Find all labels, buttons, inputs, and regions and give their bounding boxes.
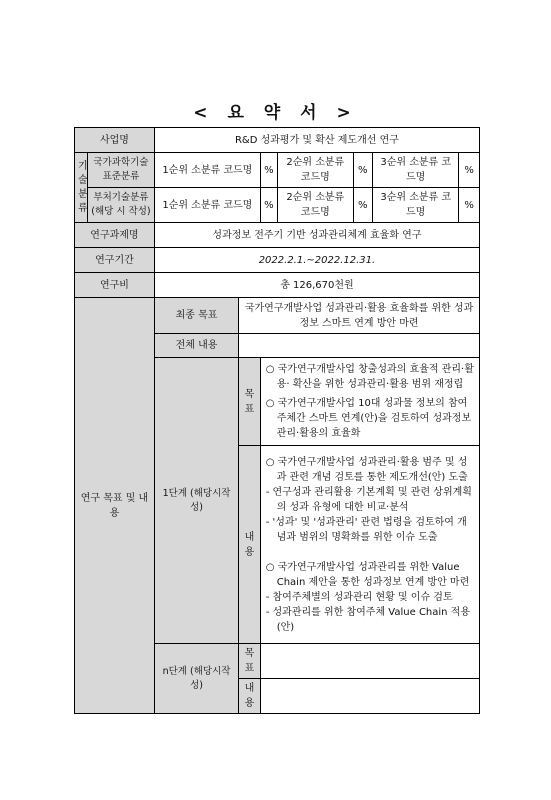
project-name-label: 사업명	[75, 128, 155, 153]
std-rank2-name: 2순위 소분류 코드명	[277, 153, 353, 188]
stageN-content-value	[260, 679, 479, 714]
min-rank1-percent: %	[260, 188, 277, 223]
stage1-goal-cell	[260, 358, 479, 446]
std-rank2-percent: %	[353, 153, 372, 188]
min-rank3-percent: %	[459, 188, 480, 223]
stage1-content-item: - 연구성과 관리활용 기본계획 및 관련 상위계획의 성과 유형에 대한 비교·분석	[265, 486, 472, 513]
stage1-content-item: ○ 국가연구개발사업 성과관리·활용 범주 및 성과 관련 개념 검토를 통한 제도개선(안) 도출	[265, 456, 468, 483]
project-name-value: R&D 성과평가 및 확산 제도개선 연구	[154, 128, 479, 153]
min-rank3-name: 3순위 소분류 코드명	[372, 188, 458, 223]
research-period-value: 2022.2.1.~2022.12.31.	[154, 248, 479, 273]
summary-table	[74, 127, 480, 714]
stage1-content-cell	[260, 446, 479, 644]
stage1-label: 1단계 (해당시작성)	[154, 358, 238, 644]
min-rank2-name: 2순위 소분류 코드명	[277, 188, 353, 223]
page-title: < 요 약 서 >	[193, 103, 358, 123]
research-title-label: 연구과제명	[75, 223, 155, 248]
min-rank1-name: 1순위 소분류 코드명	[154, 188, 260, 223]
ministry-class-label: 부처기술분류 (해당 시 작성)	[87, 188, 154, 223]
research-section-label: 연구 목표 및 내용	[75, 298, 155, 714]
stage1-content-label: 내용	[239, 446, 261, 644]
research-cost-label: 연구비	[75, 273, 155, 298]
std-rank1-percent: %	[260, 153, 277, 188]
tech-class-label: 기 술 분 류	[75, 153, 88, 223]
final-goal-value: 국가연구개발사업 성과관리·활용 효율화를 위한 성과정보 스마트 연계 방안 마련	[239, 298, 480, 334]
stageN-goal-value	[260, 644, 479, 679]
stage1-goal-label: 목표	[239, 358, 261, 446]
stage1-content-item: ○ 국가연구개발사업 성과관리를 위한 Value Chain 제안을 통한 성과정보 연계 방안 마련	[265, 561, 470, 588]
final-goal-label: 최종 목표	[154, 298, 238, 334]
national-std-class-label: 국가과학기술 표준분류	[87, 153, 154, 188]
overall-content-value	[239, 334, 480, 358]
research-cost-value: 총 126,670천원	[154, 273, 479, 298]
stage1-content-item: - 참여주체별의 성과관리 현황 및 이슈 검토	[265, 591, 453, 603]
stage1-goal-item: ○ 국가연구개발사업 창출성과의 효율적 관리·활용· 확산을 위한 성과관리·활용 범위 재정립	[265, 364, 474, 390]
std-rank3-percent: %	[459, 153, 480, 188]
min-rank2-percent: %	[353, 188, 372, 223]
stage1-content-item: - 성과관리를 위한 참여주체 Value Chain 적용(안)	[265, 606, 471, 633]
research-period-label: 연구기간	[75, 248, 155, 273]
stageN-goal-label: 목표	[239, 644, 261, 679]
research-title-value: 성과정보 전주기 기반 성과관리체계 효율화 연구	[154, 223, 479, 248]
std-rank3-name: 3순위 소분류 코드명	[372, 153, 458, 188]
std-rank1-name: 1순위 소분류 코드명	[154, 153, 260, 188]
stage1-goal-item: ○ 국가연구개발사업 10대 성과물 정보의 참여 주체간 스마트 연계(안)을 검토하여 성과정보 관리·활용의 효율화	[265, 398, 472, 439]
stageN-label: n단계 (해당시작성)	[154, 644, 238, 714]
stage1-content-item: - '성과' 및 '성과관리' 관련 법령을 검토하여 개념과 범위의 명확화를 위한 이슈 도출	[265, 516, 467, 543]
overall-content-label: 전체 내용	[154, 334, 238, 358]
stageN-content-label: 내용	[239, 679, 261, 714]
